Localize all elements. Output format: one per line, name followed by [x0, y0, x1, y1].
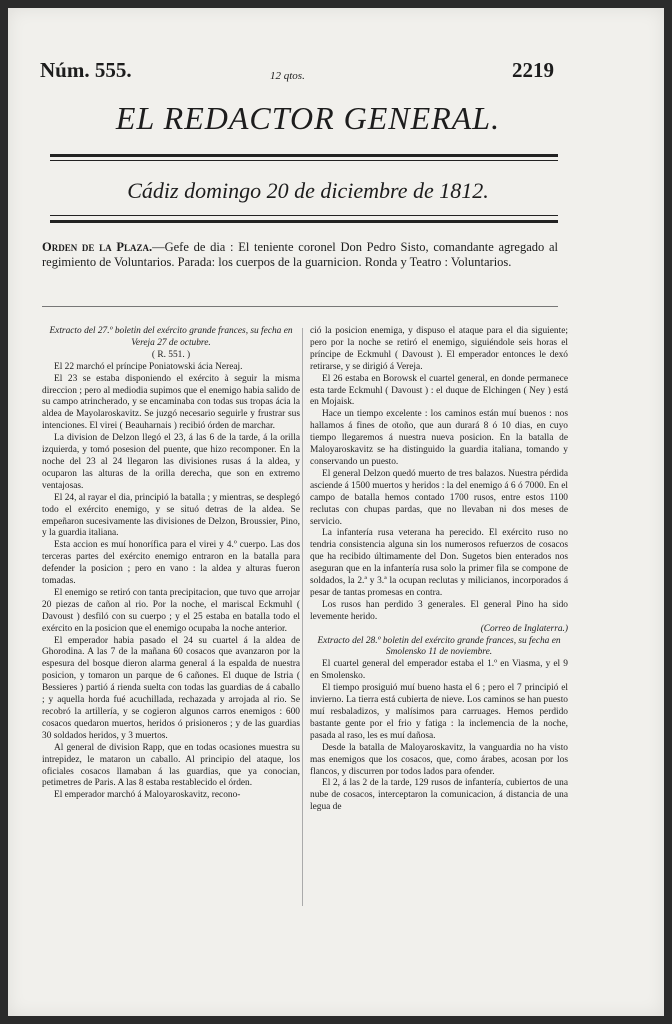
- issue-number: Núm. 555.: [40, 58, 132, 82]
- orden-label: Orden de la Plaza.: [42, 240, 153, 254]
- masthead-rule-thin: [50, 160, 558, 161]
- bulletin-28-heading: Extracto del 28.º boletin del exército grande frances, su fecha en Smolensko 11 de noviembre.: [317, 635, 561, 658]
- article-paragraph: El 22 marchó el príncipe Poniatowski ácia Nereaj.: [54, 361, 243, 372]
- article-paragraph: El 2, á las 2 de la tarde, 129 rusos de infantería, cubiertos de una nube de cosacos, interceptaron la comunicacion, á distancia de una legua de: [310, 778, 568, 813]
- dateline-rule-thin: [50, 215, 558, 216]
- article-paragraph: El emperador marchó á Maloyaroskavitz, recono-: [54, 790, 241, 801]
- article-paragraph: El 24, al rayar el dia, principió la batalla ; y mientras, se desplegó todo el exército enemigo, y se situó detras de la aldea. Se empeñaron sucesivamente las divisiones de Delzon, Broussier, Pino, y la guardia italiana.: [42, 492, 300, 539]
- price-note: 12 qtos.: [270, 70, 305, 82]
- column-divider: [302, 328, 303, 906]
- article-paragraph: Desde la batalla de Maloyaroskavitz, la vanguardia no ha visto mas enemigos que los cosacos, que, como árabes, acosan por los flancos, y discurren por todos lados para ofender.: [310, 742, 568, 777]
- article-paragraph: Esta accion es muí honorífica para el virei y 4.º cuerpo. Las dos terceras partes del exército enemigo entraron en la batalla para defender la posicion ; pero en vano : la aldea y alturas fueron tomadas.: [42, 540, 300, 587]
- section-rule: [42, 306, 558, 307]
- article-paragraph: El cuartel general del emperador estaba el 1.º en Viasma, y el 9 en Smolensko.: [310, 659, 568, 682]
- right-column: [310, 326, 568, 814]
- article-paragraph: El 23 se estaba disponiendo el exército à seguir la misma direccion ; pero al mediodia supimos que el enemigo habia salido de su campo atrincherado, y se encaminaba con todas sus tropas ácia la aldea de Mayolaroskavitz. Se juzgó necesario seguirle y frustrar sus intenciones. El virei ( Beauharnais ) recibió órden de marchar.: [42, 373, 300, 432]
- bulletin-27-ref: ( R. 551. ): [151, 349, 191, 360]
- orden-de-la-plaza: [42, 240, 558, 270]
- dateline: Cádiz domingo 20 de diciembre de 1812.: [127, 178, 489, 203]
- article-paragraph: El tiempo prosiguió muí bueno hasta el 6 ; pero el 7 principió el invierno. La tierra está cubierta de nieve. Los caminos se han puesto muí resbaladizos, y malísimos para carruages. Hemos perdido bastante gente por el frio y fatiga : la inclemencia de la noche, pasada al raso, les es muí dañosa.: [310, 683, 568, 741]
- article-paragraph: ció la posicion enemiga, y dispuso el ataque para el dia siguiente; pero por la noche se retiró el enemigo, siguiéndole seis horas el príncipe de Eckmuhl ( Davoust ). El emperador entonces le dexó retirarse, y se dirigió á Vereja.: [310, 326, 568, 372]
- bulletin-27-heading: Extracto del 27.º boletin del exército grande frances, su fecha en Vereja 27 de octubre.: [49, 326, 293, 348]
- article-paragraph: El general Delzon quedó muerto de tres balazos. Nuestra pérdida asciende á 1500 muertos y heridos : la del enemigo á 6 ó 7000. En el campo de batalla hemos contado 1700 rusos, entre estos 1100 reclutas con chupas pardas, que no llevaban ni dos meses de servicio.: [310, 468, 568, 527]
- article-paragraph: Los rusos han perdido 3 generales. El general Pino ha sido levemente herido.: [310, 599, 568, 622]
- article-paragraph: La division de Delzon llegó el 23, á las 6 de la tarde, á la orilla izquierda, y tomó posesion del puente, que hizo recomponer. En la noche del 23 al 24 llegaron las divisiones rusas á la aldea, y ocuparon las alturas de la orilla derecha, que son en extremo ventajosas.: [42, 433, 300, 491]
- article-paragraph: El emperador habia pasado el 24 su cuartel á la aldea de Ghorodina. A las 7 de la mañana 60 cosacos que avanzaron por la espesura del bosque dieron alarma general á la espalda de nuestra posicion, y tomaron un parque de 6 cañones. El duque de Istria ( Bessieres ) partió á rienda suelta con todas las guardias de á caballo ; y aquella horda fué acuchillada, rechazada y arrojada al rio. Se recobró la artillería, y se cogieron algunos carros enemigos : 600 cosacos quedaron muertos, heridos ó prisioneros ; y de las guardias 30 soldados heridos, y 3 muertos.: [42, 635, 300, 741]
- orden-text: —Gefe de dia : El teniente coronel Don Pedro Sisto, comandante agregado al regimiento de Voluntarios. Parada: los cuerpos de la guarnicion. Ronda y Teatro : Voluntarios.: [42, 240, 558, 269]
- article-paragraph: El 26 estaba en Borowsk el cuartel general, en donde permanece esta tarde Eckmuhl ( Davoust ) : el duque de Elchingen ( Ney ) está en Mojaisk.: [310, 373, 568, 408]
- article-paragraph: Hace un tiempo excelente : los caminos están muí buenos : nos hallamos á fines de otoño, que aun durará 8 ó 10 dias, en cuyo tiempo llegaremos á nuestra nueva posicion. En la batalla de Maloyaroskavitz se ha distinguido la guardia italiana, tomando y conservando un puesto.: [310, 409, 568, 467]
- dateline-rule-thick: [50, 220, 558, 223]
- page-number: 2219: [512, 58, 554, 82]
- source-credit: (Correo de Inglaterra.): [480, 623, 568, 634]
- masthead-rule-thick: [50, 154, 558, 157]
- masthead-title: EL REDACTOR GENERAL.: [115, 100, 501, 136]
- article-paragraph: Al general de division Rapp, que en todas ocasiones muestra su intrepidez, le mataron un caballo. Al principio del ataque, los oficiales cosacos llamaban á las guardias, que ya conocian, petimetres de Paris. A las 8 estaba restablecido el órden.: [42, 742, 300, 789]
- left-column: [42, 326, 300, 802]
- article-paragraph: El enemigo se retiró con tanta precipitacion, que tuvo que arrojar 20 piezas de cañon al rio. Por la noche, el mariscal Eckmuhl ( Davoust ) desfiló con su cuerpo ; y el 25 estaba en batalla todo el exército en la posicion que el enemigo ocupaba la noche anterior.: [42, 587, 300, 634]
- article-paragraph: La infantería rusa veterana ha perecido. El exército ruso no tendria consistencia alguna sin los numerosos refuerzos de cosacos que ha recibido últimamente del Don. Sugetos bien enterados nos aseguran que en la infantería rusa solo la primer fila se compone de soldados, la 2.ª y 3.ª la ocupan reclutas y milicianos, incorporados á pesar de tantas promesas en contra.: [310, 528, 568, 598]
- newspaper-page: [8, 8, 664, 1016]
